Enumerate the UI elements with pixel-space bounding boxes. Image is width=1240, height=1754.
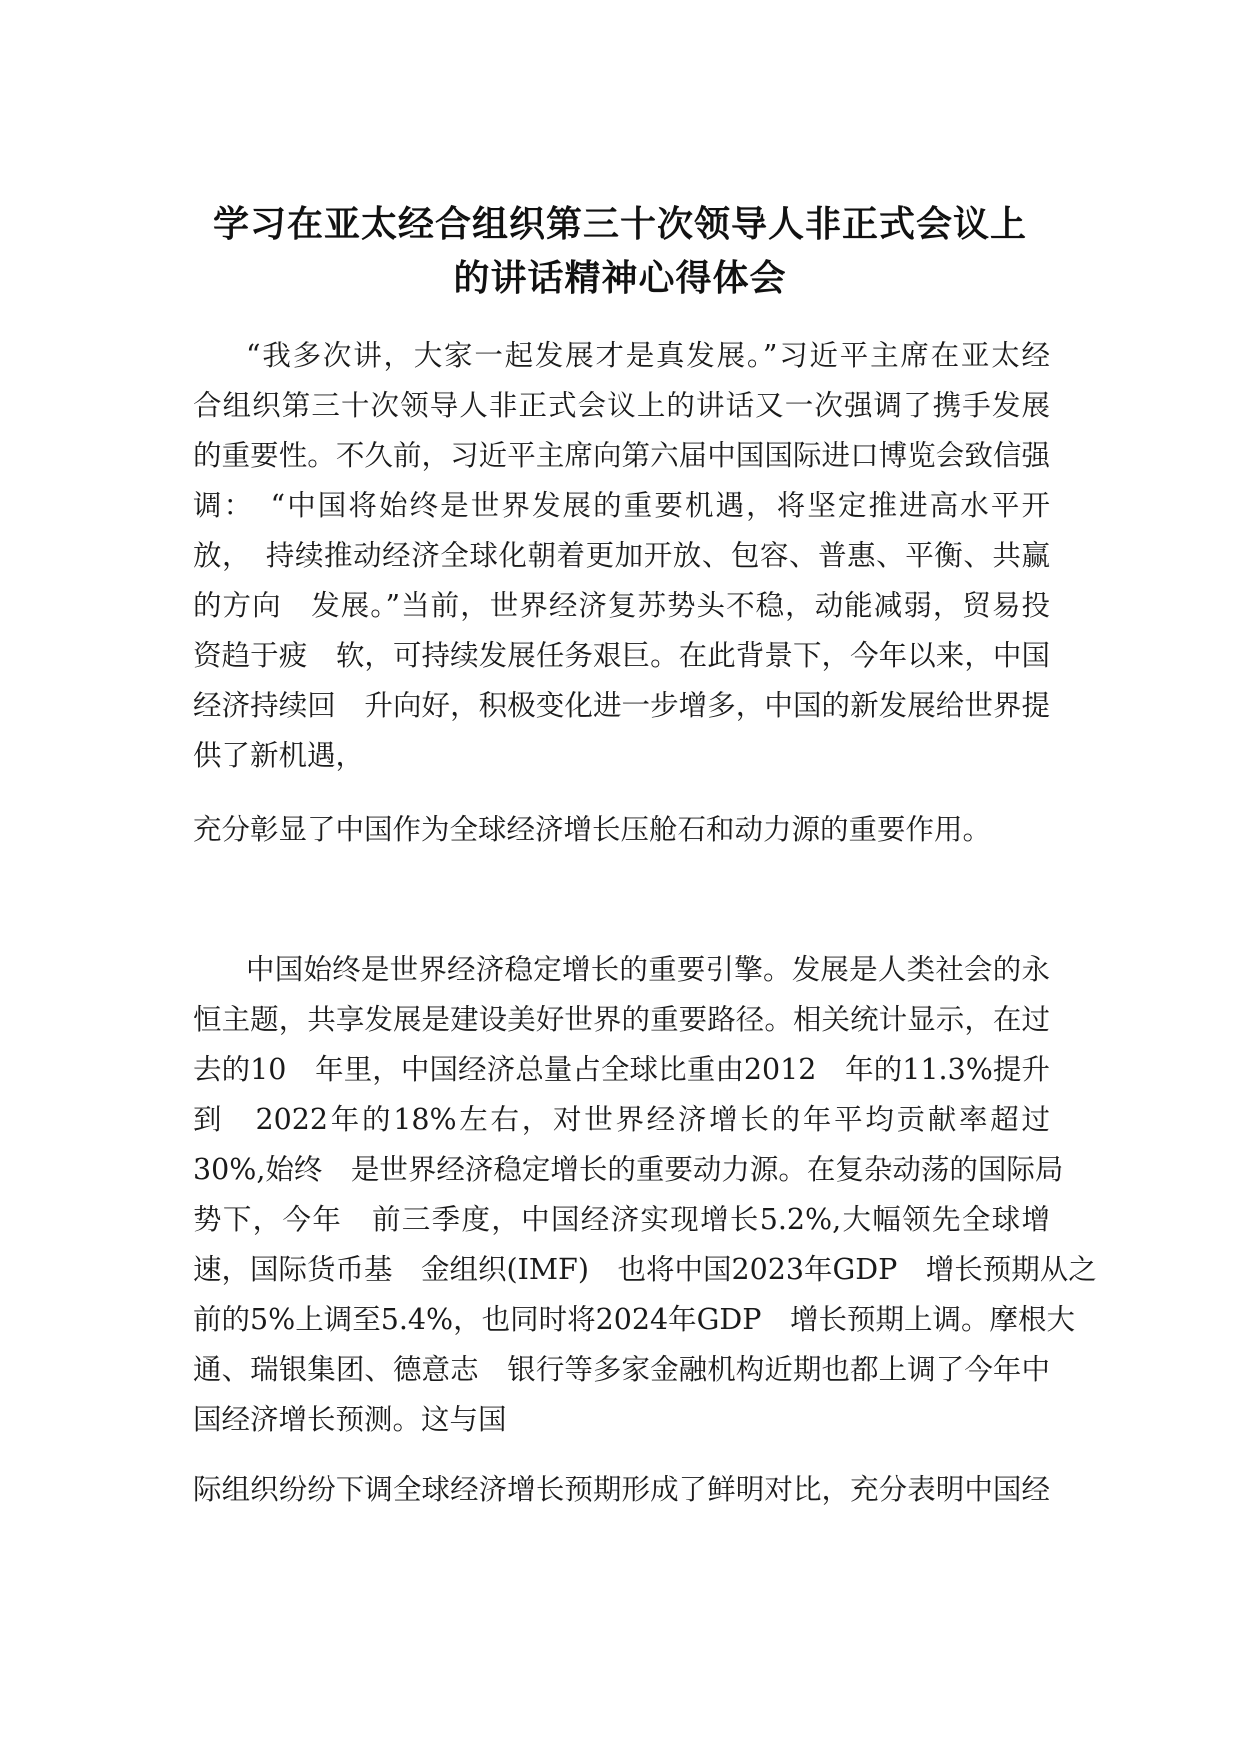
paragraph-1-line-8: 经济持续回 升向好，积极变化进一步增多，中国的新发展给世界提 <box>193 689 1050 722</box>
paragraph-1-line-1: “我多次讲，大家一起发展才是真发展。”习近平主席在亚太经 <box>246 339 1050 372</box>
paragraph-3-line-7: 速，国际货币基 金组织(IMF) 也将中国2023年GDP 增长预期从之 <box>193 1253 1097 1286</box>
paragraph-1-line-6: 的方向 发展。”当前，世界经济复苏势头不稳，动能减弱，贸易投 <box>193 589 1050 622</box>
paragraph-3-line-10: 国经济增长预测。这与国 <box>193 1403 507 1436</box>
paragraph-4-line-1: 际组织纷纷下调全球经济增长预期形成了鲜明对比，充分表明中国经 <box>193 1473 1050 1506</box>
paragraph-2-line-1: 充分彰显了中国作为全球经济增长压舱石和动力源的重要作用。 <box>193 813 992 846</box>
paragraph-1-line-4: 调： “中国将始终是世界发展的重要机遇，将坚定推进高水平开 <box>193 489 1050 522</box>
paragraph-1-line-5: 放， 持续推动经济全球化朝着更加开放、包容、普惠、平衡、共赢 <box>193 539 1050 572</box>
paragraph-3-line-8: 前的5%上调至5.4%，也同时将2024年GDP 增长预期上调。摩根大 <box>193 1303 1075 1336</box>
document-title-line-1: 学习在亚太经合组织第三十次领导人非正式会议上 <box>212 204 1027 245</box>
paragraph-3-line-9: 通、瑞银集团、德意志 银行等多家金融机构近期也都上调了今年中 <box>193 1353 1050 1386</box>
paragraph-1-line-9: 供了新机遇， <box>193 739 365 772</box>
paragraph-1-line-2: 合组织第三十次领导人非正式会议上的讲话又一次强调了携手发展 <box>193 389 1050 422</box>
document-title-line-2: 的讲话精神心得体会 <box>453 258 787 299</box>
paragraph-3-line-2: 恒主题，共享发展是建设美好世界的重要路径。相关统计显示，在过 <box>193 1003 1050 1036</box>
paragraph-3-line-3: 去的10 年里，中国经济总量占全球比重由2012 年的11.3%提升 <box>193 1053 1050 1086</box>
paragraph-3-line-5: 30%,始终 是世界经济稳定增长的重要动力源。在复杂动荡的国际局 <box>193 1153 1064 1186</box>
paragraph-1-line-7: 资趋于疲 软，可持续发展任务艰巨。在此背景下，今年以来，中国 <box>193 639 1050 672</box>
paragraph-3-line-4: 到 2022年的18%左右，对世界经济增长的年平均贡献率超过 <box>193 1103 1050 1136</box>
paragraph-3-line-1: 中国始终是世界经济稳定增长的重要引擎。发展是人类社会的永 <box>246 953 1050 986</box>
paragraph-1-line-3: 的重要性。不久前，习近平主席向第六届中国国际进口博览会致信强 <box>193 439 1050 472</box>
paragraph-3-line-6: 势下，今年 前三季度，中国经济实现增长5.2%,大幅领先全球增 <box>193 1203 1050 1236</box>
